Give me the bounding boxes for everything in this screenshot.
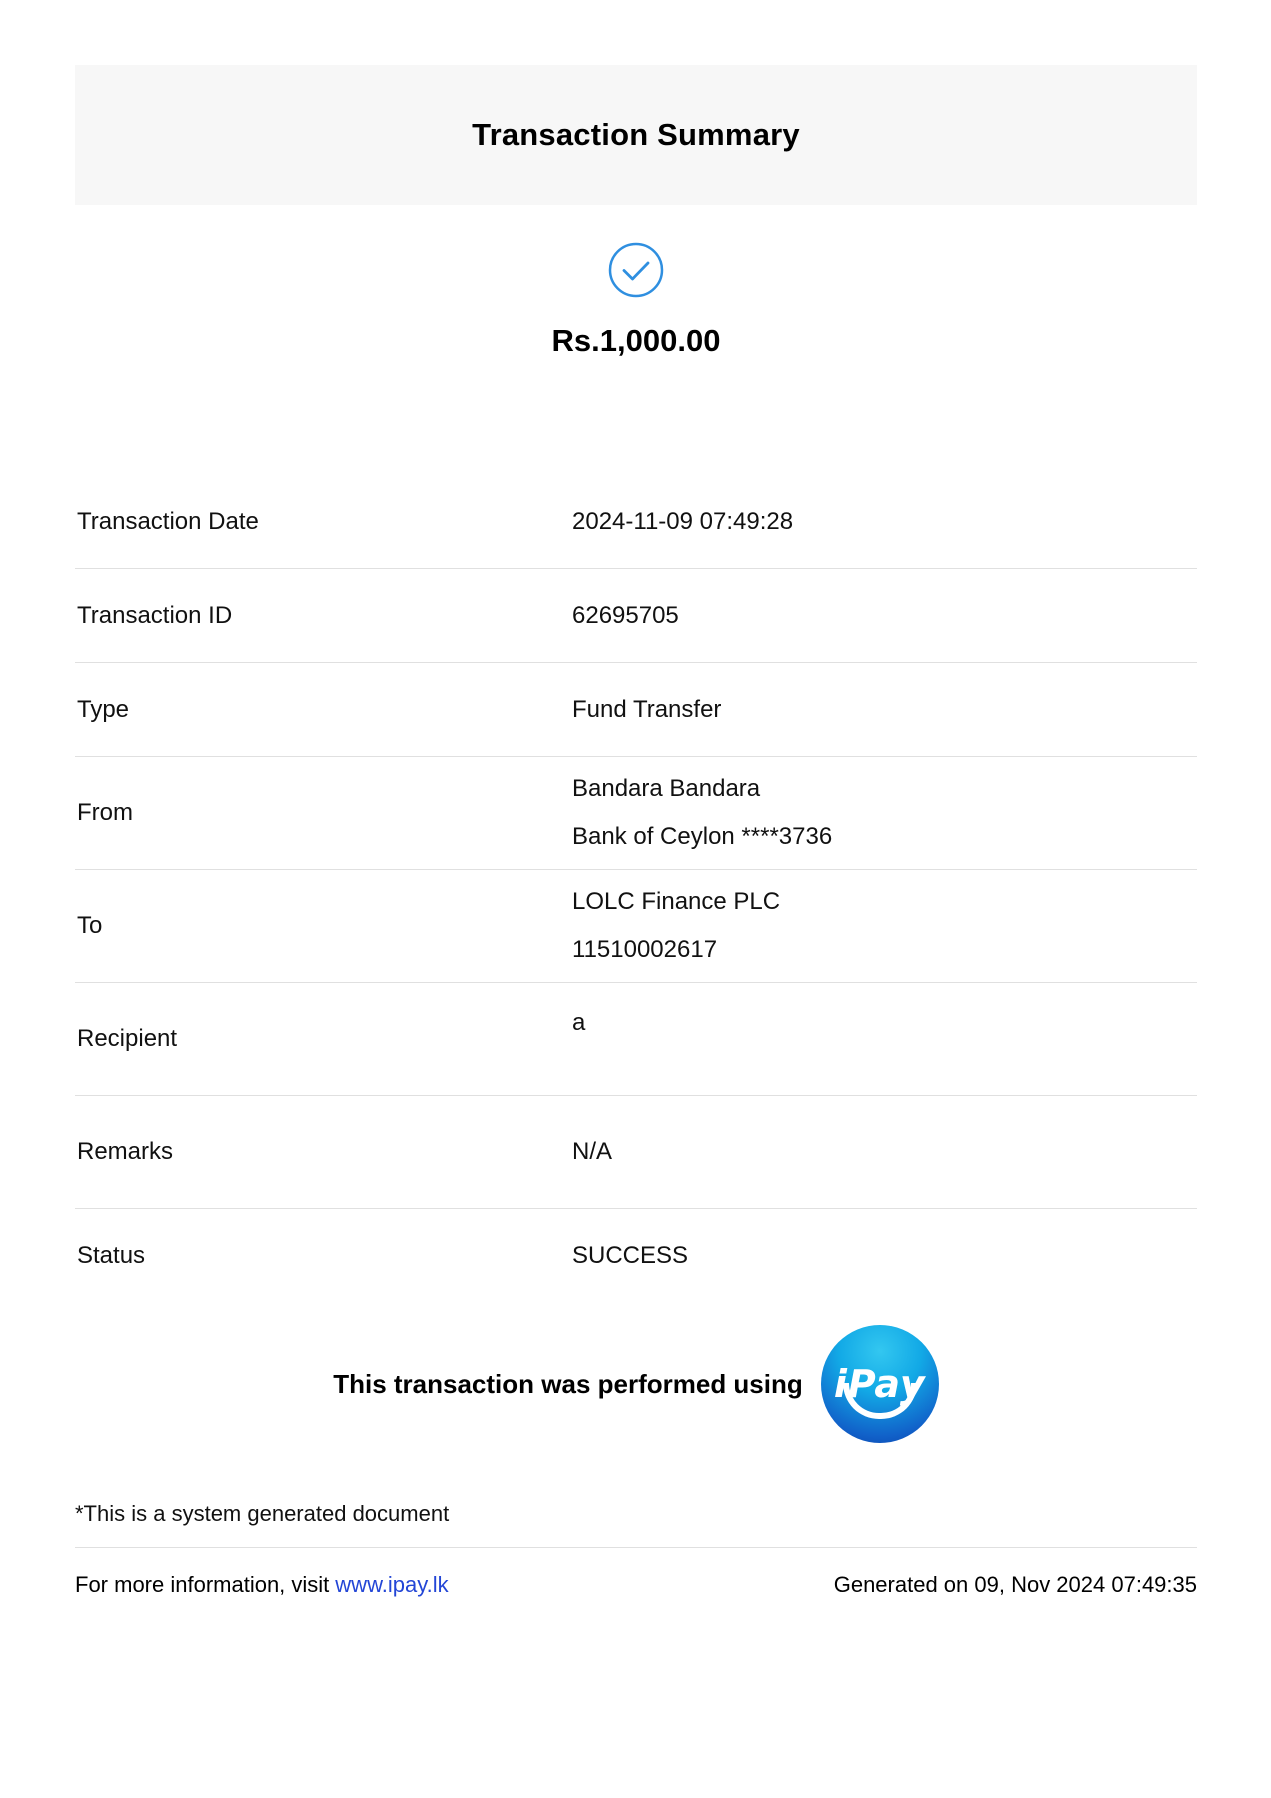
footer-left [75, 1572, 449, 1598]
row-label: Transaction Date [77, 507, 259, 535]
row-value-line1: N/A [572, 1138, 613, 1165]
row-value-line1: a [572, 1009, 586, 1036]
row-label: To [77, 912, 103, 939]
ipay-logo-smile [843, 1383, 917, 1419]
row-value-line1: 2024-11-09 07:49:28 [572, 507, 794, 535]
table-row [75, 870, 1197, 983]
status-icon-wrap [75, 241, 1197, 299]
status-badge: SUCCESS [572, 1242, 689, 1269]
table-row [75, 475, 1197, 569]
row-value [572, 696, 1197, 724]
row-label: Status [77, 1242, 146, 1269]
table-row [75, 983, 1197, 1096]
row-label: From [77, 799, 133, 826]
row-label: Transaction ID [77, 601, 233, 629]
table-row [75, 569, 1197, 663]
footer [75, 1547, 1197, 1622]
row-value [572, 602, 1197, 630]
footer-more-info-text: For more information, visit [75, 1572, 330, 1597]
table-row [75, 757, 1197, 870]
performed-using-text: This transaction was performed using [333, 1368, 803, 1399]
ipay-website-link[interactable]: www.ipay.lk [335, 1572, 449, 1597]
row-value-line2: 11510002617 [572, 936, 718, 963]
branding-line [75, 1325, 1197, 1443]
details-table [75, 475, 1197, 1303]
amount-value: Rs.1,000.00 [551, 323, 721, 358]
row-label: Type [77, 695, 130, 723]
generated-on-text: Generated on 09, Nov 2024 07:49:35 [833, 1572, 1197, 1597]
transaction-receipt [75, 65, 1197, 1622]
page-title: Transaction Summary [472, 117, 800, 152]
row-value [572, 775, 1197, 851]
ipay-logo-word: iPay [833, 1362, 926, 1406]
row-value [572, 888, 1197, 964]
row-value-line1: Bandara Bandara [572, 775, 761, 802]
row-value [572, 1138, 1197, 1166]
row-value [572, 508, 1197, 536]
table-row [75, 1209, 1197, 1303]
row-label: Recipient [77, 1025, 178, 1052]
ipay-logo [821, 1325, 939, 1443]
row-value [572, 983, 1197, 1037]
system-generated-note: *This is a system generated document [75, 1501, 450, 1526]
row-label: Remarks [77, 1138, 174, 1165]
table-row [75, 663, 1197, 757]
row-value-line1: Fund Transfer [572, 695, 722, 723]
row-value-line1: LOLC Finance PLC [572, 888, 781, 915]
row-value-line2: Bank of Ceylon ****3736 [572, 823, 833, 850]
header-bar [75, 65, 1197, 205]
row-value-line1: 62695705 [572, 601, 679, 629]
check-circle-icon [607, 241, 665, 299]
table-row [75, 1096, 1197, 1209]
footer-right [834, 1572, 1197, 1598]
